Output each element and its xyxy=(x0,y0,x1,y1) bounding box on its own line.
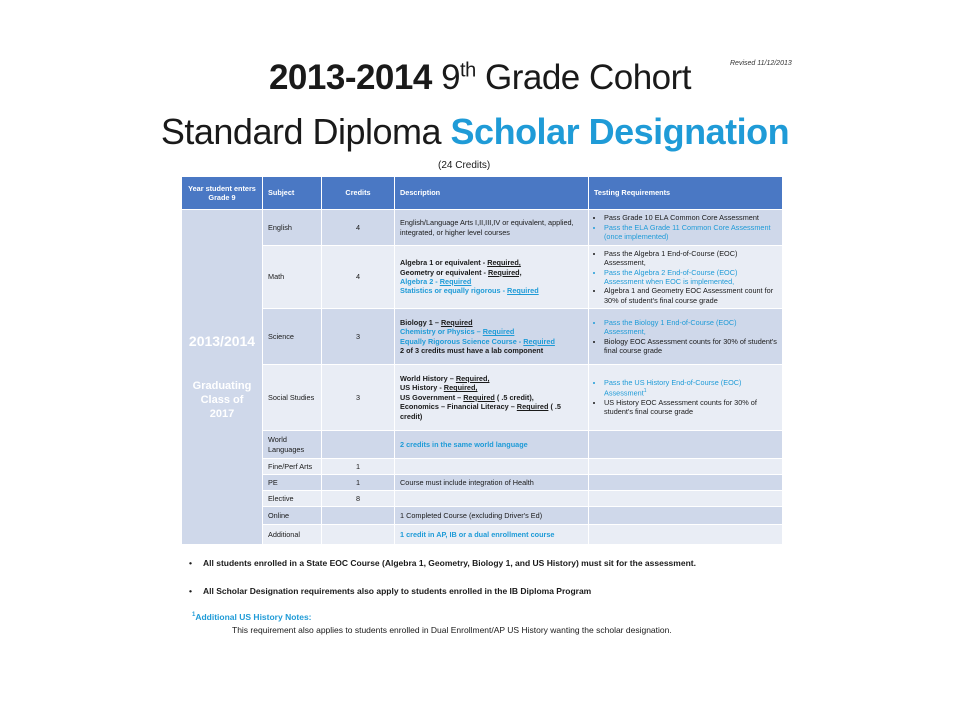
description-cell xyxy=(395,459,589,475)
subject-cell: Online xyxy=(263,507,322,525)
table-row xyxy=(182,507,783,525)
testing-item: • US History EOC Assessment counts for 30% of student's final course grade xyxy=(604,398,777,417)
title-grade-sup: th xyxy=(460,59,476,82)
page-subtitle xyxy=(0,111,950,153)
testing-cell xyxy=(589,309,783,365)
header-testing: Testing Requirements xyxy=(589,177,783,210)
description-cell xyxy=(395,309,589,365)
graduating-class-label: Graduating Class of 2017 xyxy=(192,379,252,421)
footnote-marker: 1 xyxy=(192,612,196,619)
required-label: Required xyxy=(523,336,555,346)
year-cell xyxy=(182,210,263,545)
footnote-marker: 1 xyxy=(643,387,647,394)
description-line xyxy=(400,393,583,402)
note-ib xyxy=(189,586,591,596)
table-row xyxy=(182,365,783,431)
required-label: Required, xyxy=(487,258,521,268)
title-years: 2013-2014 xyxy=(268,58,432,97)
description-cell: 1 Completed Course (excluding Driver's Ed) xyxy=(395,507,589,525)
table-row xyxy=(182,525,783,545)
description-cell: 1 credit in AP, IB or a dual enrollment course xyxy=(395,525,589,545)
note-eoc xyxy=(189,558,696,568)
credits-cell: 3 xyxy=(322,309,395,365)
testing-cell xyxy=(589,459,783,475)
testing-item: • Pass the Biology 1 End-of-Course (EOC) Assessment, xyxy=(604,318,777,337)
subject-cell: Social Studies xyxy=(263,365,322,431)
course-name: US History - xyxy=(400,383,444,393)
description-line xyxy=(400,327,583,336)
testing-cell xyxy=(589,365,783,431)
credits-cell: 4 xyxy=(322,210,395,246)
subject-cell: Science xyxy=(263,309,322,365)
course-name: Algebra 2 - xyxy=(400,277,440,286)
additional-notes-heading: Additional US History Notes: xyxy=(195,612,312,622)
credits-cell xyxy=(322,525,395,545)
description-line xyxy=(400,374,583,383)
description-line xyxy=(400,277,583,286)
subtitle-plain: Standard Diploma xyxy=(160,111,442,152)
testing-text: Pass the US History End-of-Course (EOC) Assessment xyxy=(604,378,742,398)
credits-cell xyxy=(322,507,395,525)
required-label: Required, xyxy=(443,383,478,393)
testing-cell xyxy=(589,525,783,545)
subject-cell: Math xyxy=(263,246,322,309)
additional-notes-text: This requirement also applies to students enrolled in Dual Enrollment/AP US History wanting the scholar designation. xyxy=(232,625,672,635)
credits-cell: 1 xyxy=(322,475,395,491)
table-row xyxy=(182,210,783,246)
subject-cell: Fine/Perf Arts xyxy=(263,459,322,475)
subject-cell: Additional xyxy=(263,525,322,545)
note-text: All students enrolled in a State EOC Course (Algebra 1, Geometry, Biology 1, and US History) must sit for the assessment. xyxy=(203,558,696,568)
testing-cell xyxy=(589,210,783,246)
subject-cell: PE xyxy=(263,475,322,491)
description-cell xyxy=(395,491,589,507)
subject-cell: World Languages xyxy=(263,431,322,459)
header-credits: Credits xyxy=(322,177,395,210)
page-title xyxy=(0,58,960,98)
testing-item: • Algebra 1 and Geometry EOC Assessment count for 30% of student's final course grade xyxy=(604,286,777,305)
description-cell: Course must include integration of Health xyxy=(395,475,589,491)
required-label: Required, xyxy=(488,267,522,277)
testing-item: • Pass the Algebra 2 End-of-Course (EOC) Assessment when EOC is implemented, xyxy=(604,268,777,287)
required-label: Required xyxy=(507,286,539,296)
subject-cell: Elective xyxy=(263,491,322,507)
table-row xyxy=(182,431,783,459)
bullet: • xyxy=(189,558,192,568)
credit-note: ( .5 credit), xyxy=(494,392,534,402)
description-line xyxy=(400,337,583,346)
table-row xyxy=(182,475,783,491)
credits-cell: 4 xyxy=(322,246,395,309)
table-row xyxy=(182,459,783,475)
title-grade-rest: Grade Cohort xyxy=(484,58,692,97)
description-line xyxy=(400,318,583,327)
table-row xyxy=(182,491,783,507)
header-subject: Subject xyxy=(263,177,322,210)
title-grade-num: 9 xyxy=(441,58,461,97)
testing-cell xyxy=(589,507,783,525)
header-year: Year student enters Grade 9 xyxy=(182,177,263,210)
credits-cell: 1 xyxy=(322,459,395,475)
description-line xyxy=(400,402,583,421)
testing-cell xyxy=(589,246,783,309)
description-line xyxy=(400,258,583,267)
required-label: Required xyxy=(463,392,495,402)
total-credits: (24 Credits) xyxy=(438,160,491,171)
required-label: Required xyxy=(516,402,549,412)
testing-item: • Pass the Algebra 1 End-of-Course (EOC) Assessment, xyxy=(604,249,777,268)
table-row xyxy=(182,246,783,309)
testing-item: • Pass Grade 10 ELA Common Core Assessment xyxy=(604,213,777,222)
credit-note: ( .5 credit) xyxy=(400,402,561,421)
course-name: Algebra 1 or equivalent - xyxy=(400,258,488,268)
testing-item xyxy=(604,378,777,397)
credits-cell xyxy=(322,431,395,459)
year-label: 2013/2014 xyxy=(188,333,256,350)
course-name: Chemistry or Physics – xyxy=(400,327,483,337)
table-row xyxy=(182,309,783,365)
required-label: Required, xyxy=(455,373,490,383)
note-text: All Scholar Designation requirements also apply to students enrolled in the IB Diploma Program xyxy=(203,586,592,596)
course-name: US Government – xyxy=(400,392,464,402)
description-cell: English/Language Arts I,II,III,IV or equivalent, applied, integrated, or higher level courses xyxy=(395,210,589,246)
course-name: World History – xyxy=(400,373,456,383)
description-line xyxy=(400,268,583,277)
description-line xyxy=(400,286,583,295)
description-cell: 2 credits in the same world language xyxy=(395,431,589,459)
required-label: Required xyxy=(439,277,472,286)
credits-cell: 8 xyxy=(322,491,395,507)
testing-cell xyxy=(589,431,783,459)
testing-item: • Biology EOC Assessment counts for 30% of student's final course grade xyxy=(604,337,777,356)
description-line: 2 of 3 credits must have a lab component xyxy=(400,345,544,355)
course-name: Biology 1 – xyxy=(400,317,441,327)
credits-cell: 3 xyxy=(322,365,395,431)
testing-item: • Pass the ELA Grade 11 Common Core Assessment (once implemented) xyxy=(604,223,777,242)
testing-cell xyxy=(589,475,783,491)
description-line xyxy=(400,383,583,392)
table-header-row xyxy=(182,177,783,210)
revised-date: Revised 11/12/2013 xyxy=(730,60,792,67)
testing-cell xyxy=(589,491,783,507)
bullet: • xyxy=(189,586,192,596)
required-label: Required xyxy=(440,317,473,327)
required-label: Required xyxy=(482,327,515,337)
subject-cell: English xyxy=(263,210,322,246)
course-name: Equally Rigorous Science Course - xyxy=(400,336,524,346)
subtitle-highlight: Scholar Designation xyxy=(450,111,790,152)
header-description: Description xyxy=(395,177,589,210)
description-cell xyxy=(395,246,589,309)
course-name: Statistics or equally rigorous - xyxy=(400,286,508,296)
course-name: Geometry or equivalent - xyxy=(400,267,488,277)
requirements-table xyxy=(181,176,783,545)
course-name: Economics – Financial Literacy – xyxy=(400,402,517,412)
additional-notes-title xyxy=(192,612,312,622)
description-cell xyxy=(395,365,589,431)
